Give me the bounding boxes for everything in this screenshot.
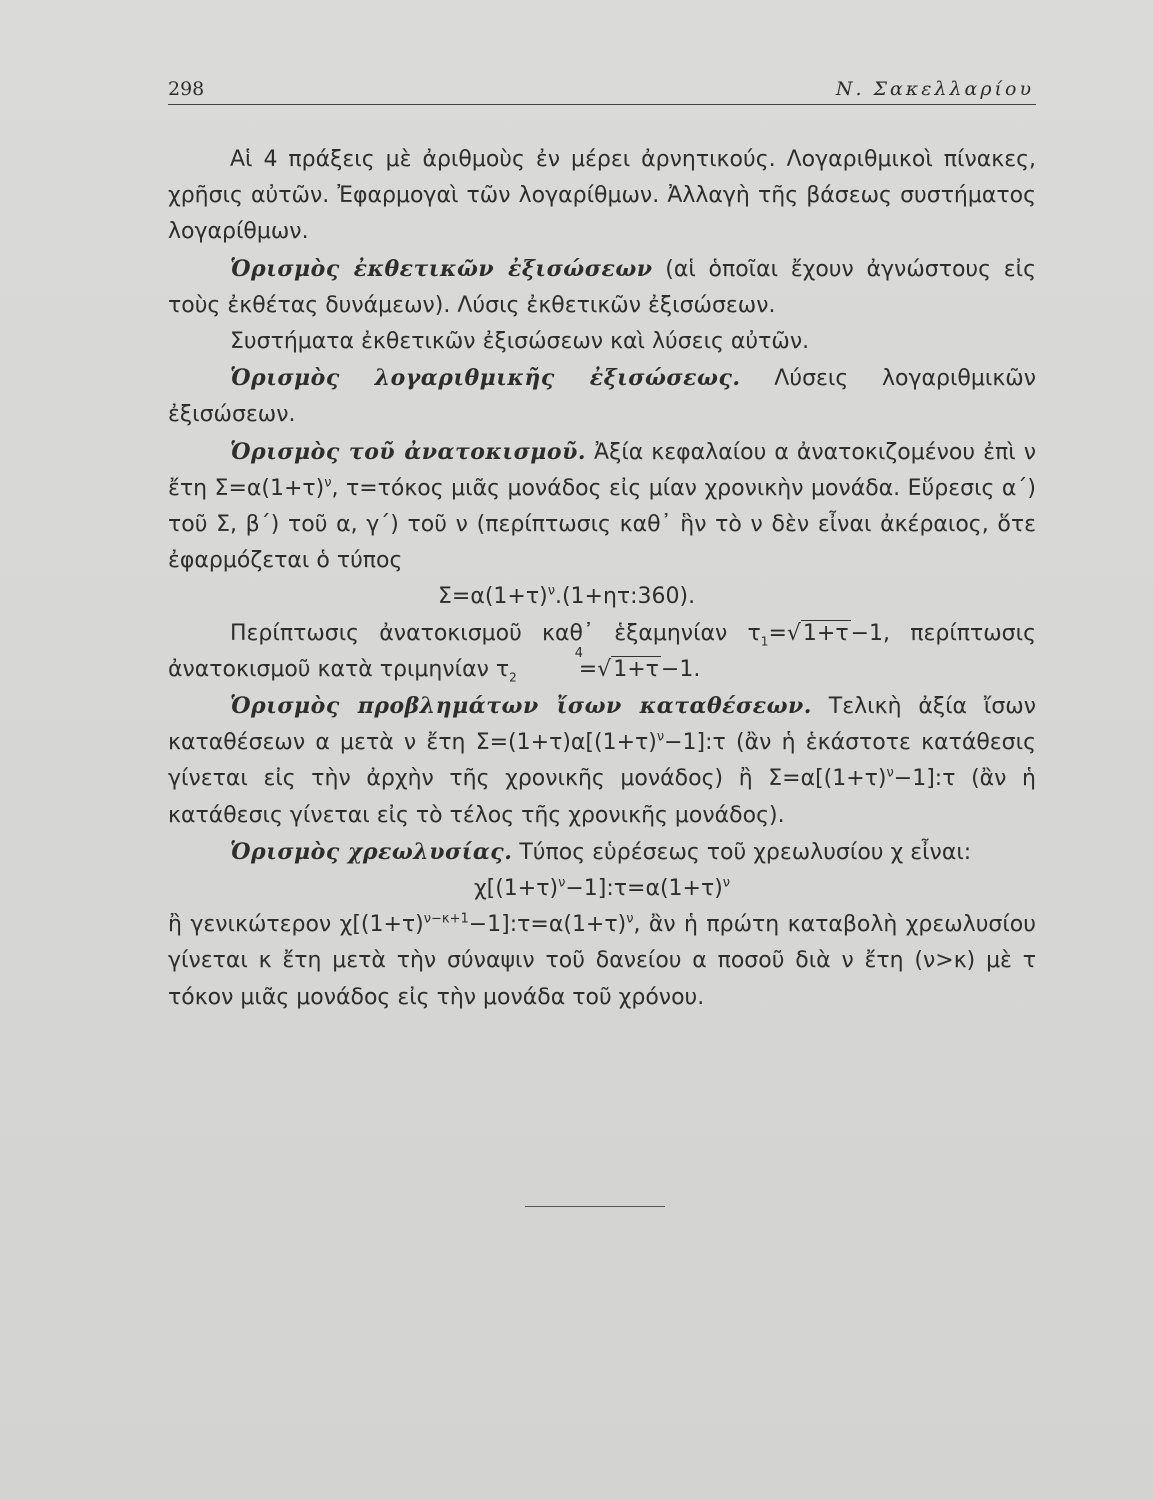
paragraph-text: −1]:τ (ἂν ἡ ἑκάστοτε κατάθεσις γίνεται εἰς τὴν ἀρχὴν τῆς χρονικῆς μονάδος) ἢ Σ=α[(1+τ): [168, 730, 1036, 792]
exponent: ν: [886, 766, 894, 782]
exponent: ν: [722, 875, 731, 891]
paragraph-text: Συστήματα ἐκθετικῶν ἐξισώσεων καὶ λύσεις αὐτῶν.: [230, 329, 810, 355]
radicand: 1+τ: [613, 656, 659, 682]
paragraph-exponential-equations: [168, 251, 1036, 324]
formula-amortization: [168, 871, 1036, 907]
paragraph-text: Λύσεις λογαριθμικῶν ἐξισώσεων.: [168, 366, 1037, 428]
paragraph-semiannual-quarterly: [168, 616, 1036, 688]
paragraph-text: Τύπος εὑρέσεως τοῦ χρεωλυσίου χ εἶναι:: [512, 839, 972, 865]
formula-compound-interest: [168, 579, 1036, 615]
page-header: [168, 78, 1036, 105]
radical-sign: =√: [578, 656, 612, 682]
paragraph-text: −1]:τ (ἂν ἡ κατάθεσις γίνεται εἰς τὸ τέλος τῆς χρονικῆς μονάδος).: [168, 766, 1036, 828]
body-text: [168, 142, 1036, 1016]
paragraph-text: , τ=τόκος μιᾶς μονάδος εἰς μίαν χρονικὴν μονάδα. Εὕρεσις α΄) τοῦ Σ, β΄) τοῦ α, γ΄) τοῦ ν (περίπτωσις καθ᾽ ἣν τὸ ν δὲν εἶναι ἀκέραιος, ὅτε ἐφαρμόζεται ὁ τύπος: [168, 475, 1036, 574]
paragraph-text: Αἱ 4 πράξεις μὲ ἀριθμοὺς ἐν μέρει ἀρνητικούς. Λογαριθμικοὶ πίνακες, χρῆσις αὐτῶν. Ἐφαρμογαὶ τῶν λογαρίθμων. Ἀλλαγὴ τῆς βάσεως συστήματος λογαρίθμων.: [168, 147, 1036, 245]
paragraph-logarithms: [168, 142, 1036, 251]
paragraph-text: (αἱ ὁποῖαι ἔχουν ἀγνώστους εἰς τοὺς ἐκθέτας δυνάμεων). Λύσις ἐκθετικῶν ἐξισώσεων.: [168, 256, 1037, 318]
paragraph-text: −1.: [660, 656, 701, 682]
formula-part: .(1+ητ:360).: [554, 584, 696, 610]
paragraph-text: , ἂν ἡ πρώτη καταβολὴ χρεωλυσίου γίνεται κ ἔτη μετὰ τὴν σύναψιν τοῦ δανείου α ποσοῦ διὰ ν ἔτη (ν>κ) μὲ τ τόκον μιᾶς μονάδος εἰς τὴν μονάδα τοῦ χρόνου.: [168, 912, 1036, 1010]
exponent: ν−κ+1: [423, 911, 469, 927]
formula-part: −1]:τ=α(1+τ): [565, 876, 723, 902]
page-number: 298: [168, 78, 205, 100]
root-index: 4: [574, 645, 584, 661]
exponent: ν: [656, 729, 665, 745]
definition-heading: Ὁρισμὸς τοῦ ἀνατοκισμοῦ.: [230, 438, 586, 465]
paragraph-text: ἢ γενικώτερον χ[(1+τ): [168, 912, 424, 938]
paragraph-text: Τελικὴ ἀξία ἴσων καταθέσεων α μετὰ ν ἔτη Σ=(1+τ)α[(1+τ): [168, 694, 1036, 756]
formula-part: Σ=α(1+τ): [438, 584, 548, 610]
paragraph-text: −1]:τ=α(1+τ): [468, 912, 627, 938]
definition-heading: Ὁρισμὸς χρεωλυσίας.: [230, 838, 513, 865]
paragraph-general-amortization: [168, 907, 1036, 1016]
paragraph-logarithmic-equation: [168, 360, 1036, 433]
definition-heading: Ὁρισμὸς λογαριθμικῆς ἐξισώσεως.: [230, 365, 741, 392]
paragraph-amortization: [168, 834, 1036, 871]
paragraph-compound-interest: [168, 434, 1036, 580]
definition-heading: Ὁρισμὸς προβλημάτων ἴσων καταθέσεων.: [230, 693, 812, 720]
paragraph-equal-deposits: [168, 688, 1036, 834]
running-head-author: Ν. Σακελλαρίου: [835, 78, 1034, 100]
root-with-index: [517, 645, 612, 688]
section-divider: [525, 1206, 665, 1207]
exponent: ν: [558, 875, 566, 891]
subscript: 1: [760, 634, 769, 649]
radical-sign: =√: [768, 620, 801, 646]
exponent: ν: [626, 911, 634, 927]
paragraph-text: Περίπτωσις ἀνατοκισμοῦ καθ᾽ ἑξαμηνίαν τ: [230, 620, 761, 646]
paragraph-text: Ἀξία κεφαλαίου α ἀνατοκιζομένου ἐπὶ ν ἔτη Σ=α(1+τ): [168, 439, 1036, 501]
formula-part: χ[(1+τ): [473, 876, 559, 902]
paragraph-text: −1, περίπτωσις ἀνατοκισμοῦ κατὰ τριμηνίαν τ: [168, 620, 1036, 682]
radicand: 1+τ: [802, 620, 849, 646]
definition-heading: Ὁρισμὸς ἐκθετικῶν ἐξισώσεων: [230, 255, 653, 282]
subscript: 2: [509, 670, 517, 685]
exponent: ν: [324, 475, 332, 491]
exponent: ν: [547, 584, 555, 600]
paragraph-exponential-systems: [168, 324, 1036, 360]
